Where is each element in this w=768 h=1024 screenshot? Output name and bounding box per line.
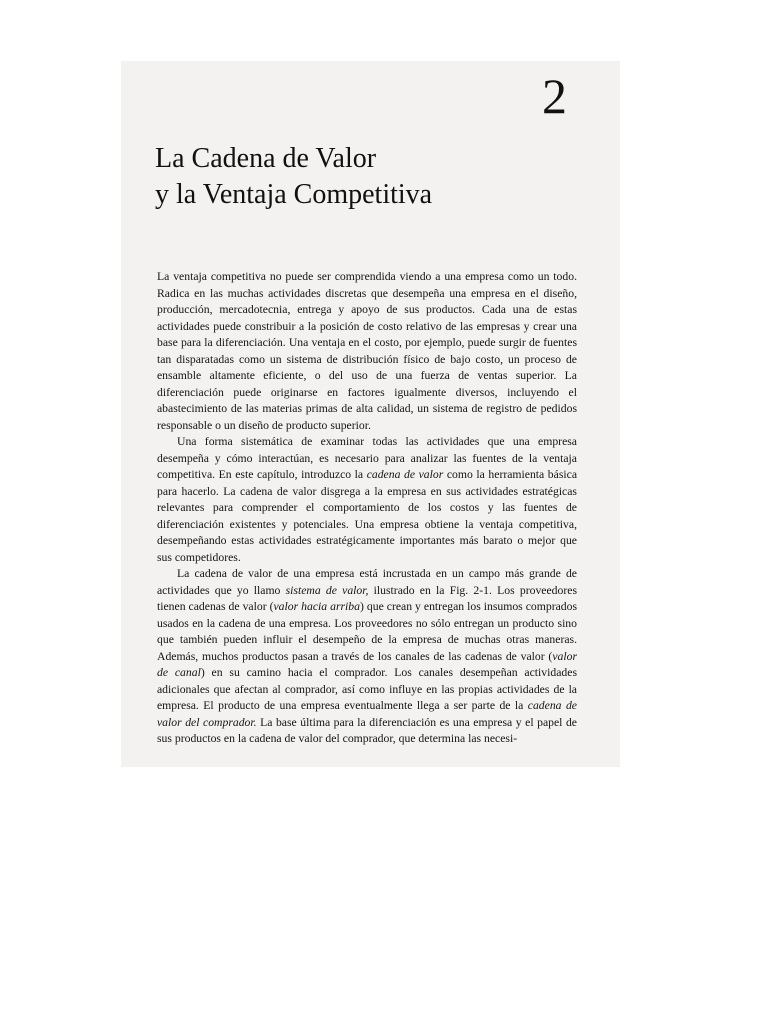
paragraph-3	[157, 566, 577, 748]
chapter-title	[155, 141, 575, 213]
paragraph-text: La base última para la diferenciación es una empresa y el papel de sus productos en la cadena de valor del comprador, que determina las necesi-	[157, 715, 577, 745]
paragraph-2	[157, 434, 577, 566]
chapter-title-line-1: La Cadena de Valor	[155, 143, 377, 174]
paragraph-text: Una forma sistemática de examinar todas las actividades que una empresa desempeña y cómo interactúan, es necesario para analizar las fuentes de la ventaja competitiva. En este capítulo, introduzco la	[157, 435, 577, 481]
paragraph-1	[157, 269, 577, 434]
paragraph-text: como la herramienta básica para hacerlo. La cadena de valor disgrega a la empresa en sus actividades estratégicas relevantes para comprender el comportamiento de los costos y las fuentes de diferenciación existentes y potenciales. Una empresa obtiene la ventaja competitiva, desempeñando estas actividades estratégicamente importantes más barato o mejor que sus competidores.	[157, 468, 578, 564]
term-sistema-de-valor: sistema de valor,	[285, 583, 369, 597]
body-text	[157, 269, 577, 748]
term-valor-de-canal: valor de canal	[157, 649, 577, 679]
term-cadena-de-valor-del-comprador: cadena de valor del comprador.	[157, 699, 577, 729]
paragraph-text: La cadena de valor de una empresa está incrustada en un campo más grande de actividades que yo llamo	[157, 567, 577, 597]
chapter-title-line-2: y la Ventaja Competitiva	[155, 179, 433, 210]
paragraph-text: ) que crean y entregan los insumos comprados usados en la cadena de una empresa. Los proveedores no sólo entregan un producto sino que también pueden influir el desempeño de la empresa de muchas otras maneras. Además, muchos productos pasan a través de los canales de las cadenas de valor (	[157, 600, 578, 663]
term-valor-hacia-arriba: valor hacia arriba	[273, 600, 360, 613]
term-cadena-de-valor: cadena de valor	[366, 468, 444, 481]
chapter-number: 2	[542, 68, 567, 124]
paragraph-text: ) en su camino hacia el comprador. Los canales desempeñan actividades adicionales que afectan al comprador, así como influye en las propias actividades de la empresa. El producto de una empresa eventualmente llega a ser parte de la	[157, 666, 577, 712]
paragraph-text: La ventaja competitiva no puede ser comprendida viendo a una empresa como un todo. Radica en las muchas actividades discretas que desempeña una empresa en el diseño, producción, mercadotecnia, entrega y apoyo de sus productos. Cada una de estas actividades puede constribuir a la posición de costo relativo de las empresas y crear una base para la diferenciación. Una ventaja en el costo, por ejemplo, puede surgir de fuentes tan disparatadas como un sistema de distribución físico de bajo costo, un proceso de ensamble altamente eficiente, o del uso de una fuerza de ventas superior. La diferenciación puede originarse en factores igualmente diversos, incluyendo el abastecimiento de las materias primas de alta calidad, un sistema de registro de pedidos responsable o un diseño de producto superior.	[157, 270, 577, 432]
paragraph-text: ilustrado en la Fig. 2-1. Los proveedores tienen cadenas de valor (	[157, 583, 578, 613]
